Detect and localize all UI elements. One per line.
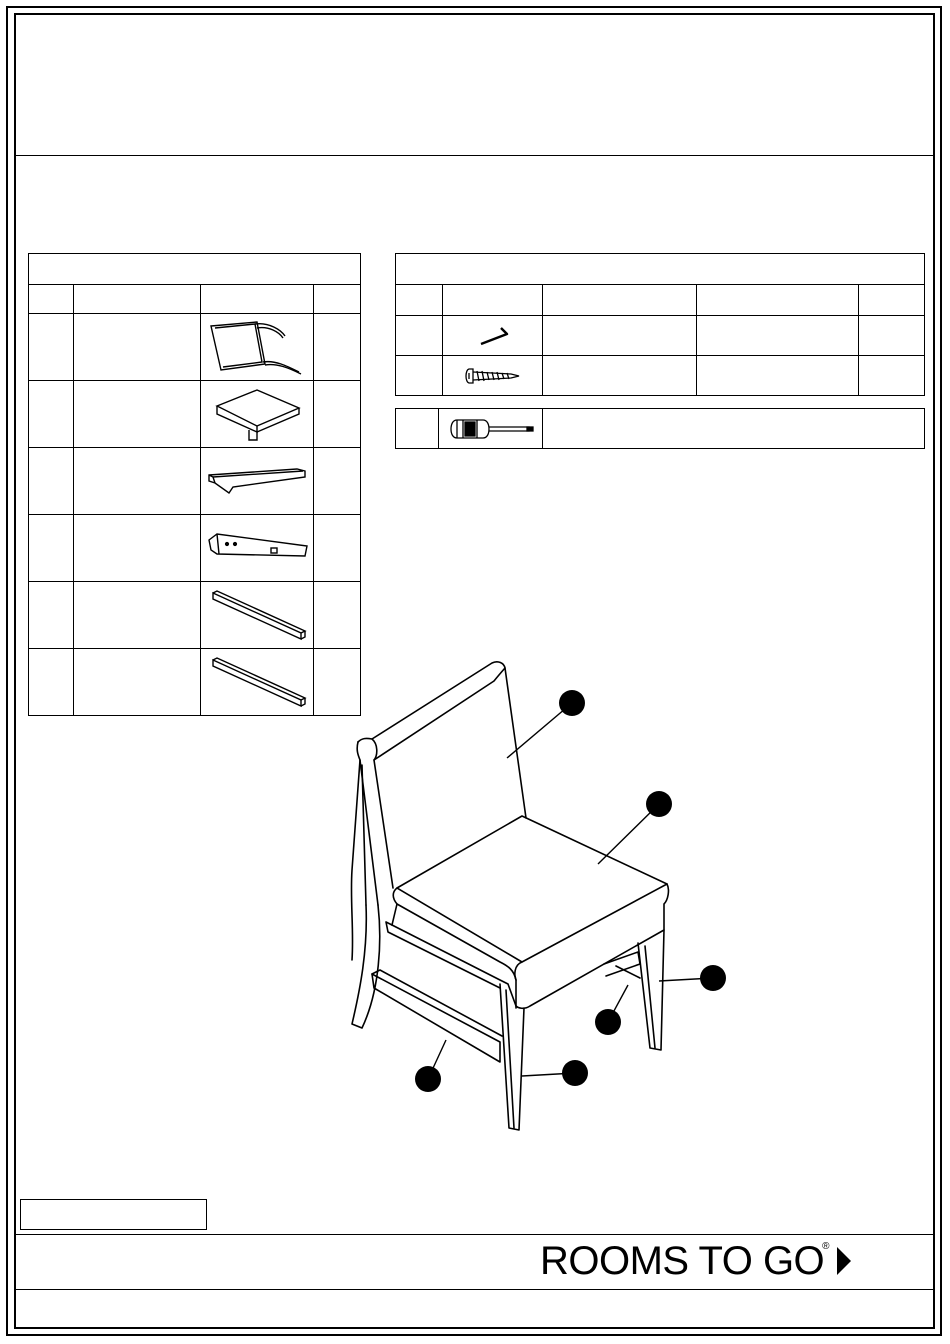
callout-marker bbox=[595, 1009, 621, 1035]
callout-marker bbox=[559, 690, 585, 716]
chair-back-panel bbox=[372, 662, 526, 818]
brand-logo bbox=[540, 1237, 852, 1285]
brand-name: ROOMS TO GO bbox=[540, 1239, 825, 1283]
front-left-leg bbox=[500, 984, 524, 1130]
seat-cushion bbox=[397, 816, 667, 962]
side-stretcher bbox=[604, 952, 640, 976]
callout-marker bbox=[646, 791, 672, 817]
play-triangle-icon bbox=[836, 1246, 852, 1276]
callout-marker bbox=[562, 1060, 588, 1086]
rear-right-leg bbox=[638, 930, 664, 1050]
front-stretcher bbox=[372, 974, 500, 1062]
callout-marker bbox=[415, 1066, 441, 1092]
callout-marker bbox=[700, 965, 726, 991]
rear-left-leg bbox=[352, 905, 380, 1028]
registered-mark: ® bbox=[822, 1240, 830, 1252]
model-number-box bbox=[20, 1199, 207, 1230]
